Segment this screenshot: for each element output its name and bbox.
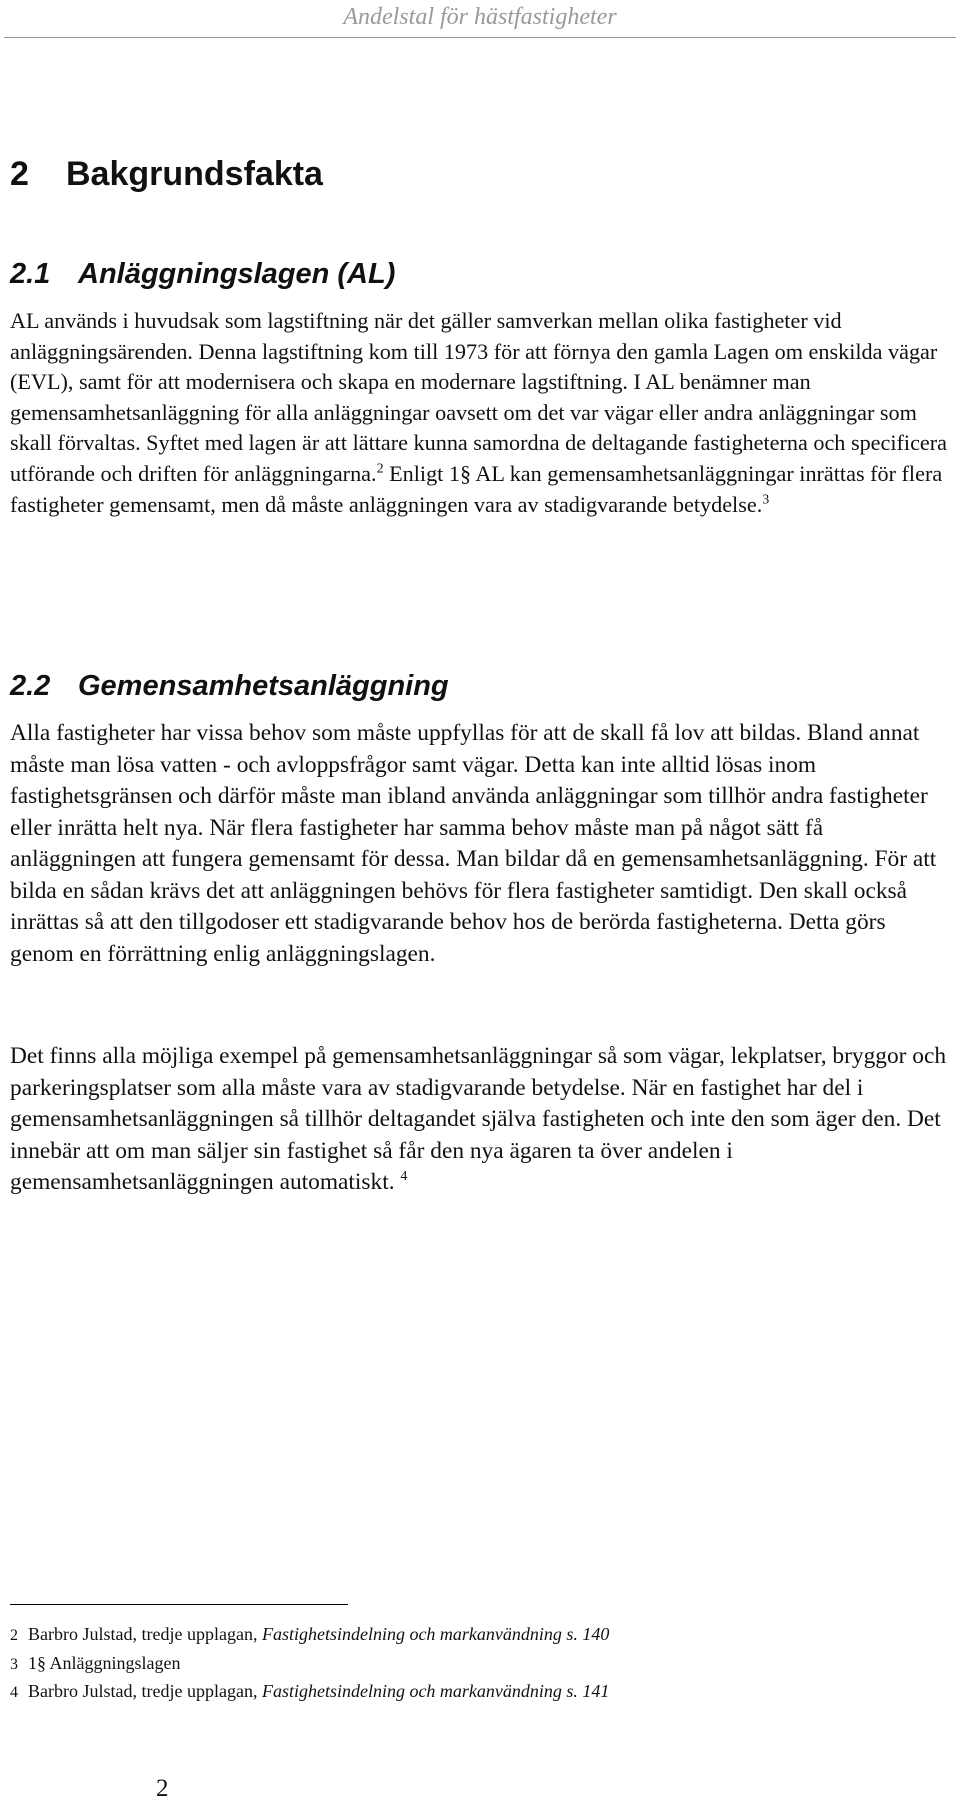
section-heading [10,154,323,194]
paragraph-gemensamhet-1: Alla fastigheter har vissa behov som måste uppfyllas för att de skall få lov att bildas. Bland annat måste man lösa vatten - och avloppsfrågor samt vägar. Detta kan inte alltid lösas inom fastighetsgränsen och därför måste man ibland använda anläggningar som tillhör andra fastigheter eller inrätta helt nya. När flera fastigheter har samma behov måste man på något sätt få anläggningen att fungera gemensamt för dessa. Man bildar då en gemensamhetsanläggning. För att bilda en sådan krävs det att anläggningen behövs för flera fastigheter samtidigt. Den skall också inrättas så att den tillgodoser ett stadigvarande behov hos de berörda fastigheterna. Detta görs genom en förrättning enlig anläggningslagen. [10,720,937,967]
subsection-number-1: 2.1 [10,258,51,290]
footnote-number: 4 [10,1684,18,1701]
running-header: Andelstal för hästfastigheter [343,4,617,30]
footnote-4 [10,1678,910,1707]
footnote-number: 2 [10,1627,18,1644]
subsection-title-1: Anläggningslagen (AL) [78,258,396,290]
header-rule [4,37,956,38]
footnotes [10,1621,910,1707]
subsection-heading-1 [10,257,395,291]
paragraph-text: Enligt 1§ AL kan gemensamhetsanläggningar inrättas för flera fastigheter gemensamt, men då måste anläggningen vara av stadigvarande betydelse. [10,460,943,517]
footnote-source: Fastighetsindelning och markanvändning s. 140 [261,1624,610,1644]
footnote-text: Barbro Julstad, tredje upplagan, [28,1624,262,1644]
section-number: 2 [10,155,29,193]
page-number: 2 [156,1775,169,1802]
footnote-separator [10,1604,348,1605]
footnote-ref-2[interactable]: 2 [376,461,384,477]
paragraph-gemensamhet-2 [10,1041,950,1199]
subsection-number-2: 2.2 [10,670,51,702]
footnote-text: Barbro Julstad, tredje upplagan, [28,1681,262,1701]
footnote-source: Fastighetsindelning och markanvändning s. 141 [261,1681,610,1701]
footnote-text: 1§ Anläggningslagen [28,1652,181,1673]
footnote-number: 3 [10,1655,18,1673]
footnote-ref-3[interactable]: 3 [762,492,770,508]
subsection-title-2: Gemensamhetsanläggning [78,670,449,702]
subsection-heading-2 [10,669,449,703]
paragraph-text: Det finns alla möjliga exempel på gemensamhetsanläggningar så som vägar, lekplatser, bryggor och parkeringsplatser som alla måste vara av stadigvarande betydelse. När en fastighet har del i gemensamhetsanläggningen så tillhör deltagandet själva fastigheten och inte den som äger den. Det innebär att om man säljer sin fastighet så får den nya ägaren ta över andelen i gemensamhetsanläggningen automatiskt. [10,1043,947,1195]
footnote-2 [10,1621,910,1650]
paragraph-anlaggningslagen [10,306,950,520]
section-title: Bakgrundsfakta [66,155,323,193]
footnote-ref-4[interactable]: 4 [400,1169,408,1185]
footnote-3 [10,1650,910,1679]
paragraph-text: AL används i huvudsak som lagstiftning när det gäller samverkan mellan olika fastigheter vid anläggningsärenden. Denna lagstiftning kom till 1973 för att förnya den gamla Lagen om enskilda vägar (EVL), samt för att modernisera och skapa en modernare lagstiftning. I AL benämner man gemensamhetsanläggning för alla anläggningar oavsett om det var vägar eller andra anläggningar som skall förvaltas. Syftet med lagen är att lättare kunna samordna de deltagande fastigheterna och specificera utförande och driften för anläggningarna. [10,308,948,486]
